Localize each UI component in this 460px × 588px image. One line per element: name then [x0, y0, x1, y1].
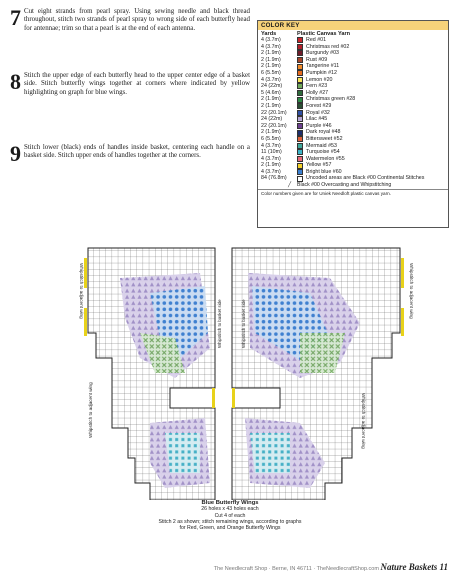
page-footer [148, 562, 448, 572]
color-swatch-icon [297, 37, 303, 43]
whip-label: Whipstitch to adjacent wing [409, 263, 414, 319]
yarn-name: Christmas red #02 [306, 43, 350, 50]
yardage: 4 (3.7m) [261, 142, 281, 149]
color-swatch-icon [297, 44, 303, 50]
color-key-row [258, 156, 448, 163]
yardage: 5 (4.6m) [261, 89, 281, 96]
step-7 [10, 5, 250, 33]
color-key-header [258, 30, 448, 37]
col-yarn: Plastic Canvas Yarn [297, 31, 351, 37]
yarn-name: Fern #23 [306, 83, 328, 90]
color-key-row [258, 37, 448, 44]
color-key-row [258, 57, 448, 64]
whip-label: Whipstitch to basket side [241, 299, 246, 348]
color-swatch-icon [297, 130, 303, 136]
yarn-name: Watermelon #55 [306, 155, 345, 162]
yarn-name: Uncoded areas are Black #00 Continental Stitches [306, 175, 425, 182]
yardage: 6 (5.5m) [261, 135, 281, 142]
yardage: 2 (1.9m) [261, 63, 281, 70]
yarn-name: Bittersweet #52 [306, 135, 343, 142]
step-number: 9 [10, 141, 21, 166]
whip-label: Whipstitch to basket side [217, 299, 222, 348]
color-key-row [258, 136, 448, 143]
step-number: 7 [10, 5, 21, 30]
color-key [257, 20, 449, 228]
color-key-row [258, 77, 448, 84]
yardage: 2 (1.9m) [261, 50, 281, 57]
yarn-name: Rust #09 [306, 56, 328, 63]
yarn-name: Dark royal #48 [306, 129, 341, 136]
footer-text: The Needlecraft Shop · Berne, IN 46711 · TheNeedlecraftShop.com [213, 566, 379, 572]
step-text: Cut eight strands from pearl spray. Using sewing needle and black thread throughout, stitch two strands of pearl spray to wrong side of each butterfly head for antennae; trim so that a pearl is at the end of each antenna. [24, 8, 250, 32]
color-key-row [258, 50, 448, 57]
color-swatch-icon [297, 169, 303, 175]
yardage: 2 (1.9m) [261, 102, 281, 109]
yarn-name: Christmas green #28 [306, 96, 356, 103]
yardage: 22 (20.1m) [261, 109, 287, 116]
yardage: 6 (5.5m) [261, 69, 281, 76]
caption-size: 26 holes x 43 holes each [201, 506, 259, 513]
color-key-row [258, 149, 448, 156]
color-key-row [258, 103, 448, 110]
yarn-name: Bright blue #60 [306, 168, 342, 175]
color-swatch-icon [297, 64, 303, 70]
color-key-row [258, 162, 448, 169]
color-swatch-icon [297, 143, 303, 149]
extra-label: Black #00 Overcasting and Whipstitching [297, 182, 392, 189]
yardage: 4 (3.7m) [261, 155, 281, 162]
color-key-row [258, 143, 448, 150]
color-swatch-icon [297, 97, 303, 103]
caption-line: for Red, Green, and Orange Butterfly Wings [179, 525, 281, 532]
join-highlight [212, 388, 215, 408]
caption-line: Stitch 2 as shown; stitch remaining wings, according to graphs [158, 518, 302, 525]
yardage: 2 (1.9m) [261, 96, 281, 103]
caption-cut: Cut 4 of each [214, 512, 246, 519]
color-key-row [258, 63, 448, 70]
color-swatch-icon [297, 136, 303, 142]
whip-label: Whipstitch to adjacent wing [79, 263, 84, 319]
yardage: 4 (3.7m) [261, 43, 281, 50]
caption-title: Blue Butterfly Wings [201, 500, 259, 506]
color-swatch-icon [297, 103, 303, 109]
color-key-row [258, 44, 448, 51]
color-swatch-icon [297, 163, 303, 169]
yardage: 24 (22m) [261, 83, 283, 90]
yardage: 2 (1.9m) [261, 162, 281, 169]
yarn-name: Tangerine #11 [306, 63, 340, 70]
yardage: 11 (10m) [261, 149, 282, 156]
chart-caption [150, 500, 310, 531]
step-text: Stitch the upper edge of each butterfly head to the upper center edge of a basket side. Stitch butterfly wings together at corners where indicated by yellow highlighting on graph for blue wings. [24, 72, 250, 96]
color-key-row [258, 110, 448, 117]
yardage: 4 (3.7m) [261, 76, 281, 83]
yardage: 22 (20.1m) [261, 122, 287, 129]
color-swatch-icon [297, 116, 303, 122]
yardage: 2 (1.9m) [261, 129, 281, 136]
join-highlight [401, 258, 404, 288]
color-key-row [258, 116, 448, 123]
yarn-name: Yellow #57 [306, 162, 332, 169]
black-line-icon: ╱ [288, 182, 292, 189]
whip-label: Whipstitch to adjacent wing [88, 382, 93, 438]
yarn-name: Turquoise #54 [306, 149, 340, 156]
yarn-name: Lemon #20 [306, 76, 333, 83]
yarn-name: Lilac #45 [306, 116, 328, 123]
yardage: 24 (22m) [261, 116, 283, 123]
page-number: Nature Baskets 11 [380, 562, 448, 572]
right-wing [232, 248, 400, 500]
color-swatch-icon [297, 83, 303, 89]
yardage: 4 (3.7m) [261, 168, 281, 175]
color-key-row [258, 83, 448, 90]
step-number: 8 [10, 69, 21, 94]
yarn-name: Royal #32 [306, 109, 330, 116]
join-highlight [232, 388, 235, 408]
join-highlight [401, 308, 404, 336]
yarn-name: Burgundy #03 [306, 50, 339, 57]
color-swatch-icon [297, 90, 303, 96]
yarn-name: Purple #46 [306, 122, 332, 129]
yarn-name: Red #01 [306, 37, 327, 43]
left-wing [88, 248, 215, 500]
color-swatch-icon [297, 149, 303, 155]
color-swatch-icon [297, 123, 303, 129]
color-key-extra [258, 182, 448, 188]
color-swatch-icon [297, 57, 303, 63]
color-swatch-icon [297, 50, 303, 56]
color-swatch-icon [297, 110, 303, 116]
whip-label: Whipstitch to adjacent wing [361, 393, 366, 449]
yardage: 4 (3.7m) [261, 37, 281, 43]
color-key-row [258, 70, 448, 77]
color-key-row [258, 123, 448, 130]
color-swatch-icon [297, 77, 303, 83]
yarn-name: Mermaid #53 [306, 142, 337, 149]
yarn-name: Holly #27 [306, 89, 329, 96]
yardage: 84 (76.8m) [261, 175, 287, 182]
step-8 [10, 69, 250, 97]
color-swatch-icon [297, 156, 303, 162]
color-key-title: COLOR KEY [258, 21, 448, 30]
step-text: Stitch lower (black) ends of handles inside basket, centering each handle on a basket side. Stitch upper ends of handles together at the corners. [24, 144, 250, 160]
yarn-name: Pumpkin #12 [306, 69, 337, 76]
color-key-rows [258, 37, 448, 182]
yardage: 2 (1.9m) [261, 56, 281, 63]
color-key-row [258, 169, 448, 176]
step-9 [10, 141, 250, 166]
color-key-note: Color numbers given are for Uniek Needloft plastic canvas yarn. [258, 189, 448, 198]
color-swatch-icon [297, 70, 303, 76]
color-key-row [258, 90, 448, 97]
col-yards: Yards [261, 31, 277, 37]
color-swatch-icon [297, 176, 303, 182]
butterfly-wing-chart [0, 238, 460, 500]
color-key-row [258, 96, 448, 103]
yarn-name: Forest #29 [306, 102, 332, 109]
color-key-row [258, 129, 448, 136]
